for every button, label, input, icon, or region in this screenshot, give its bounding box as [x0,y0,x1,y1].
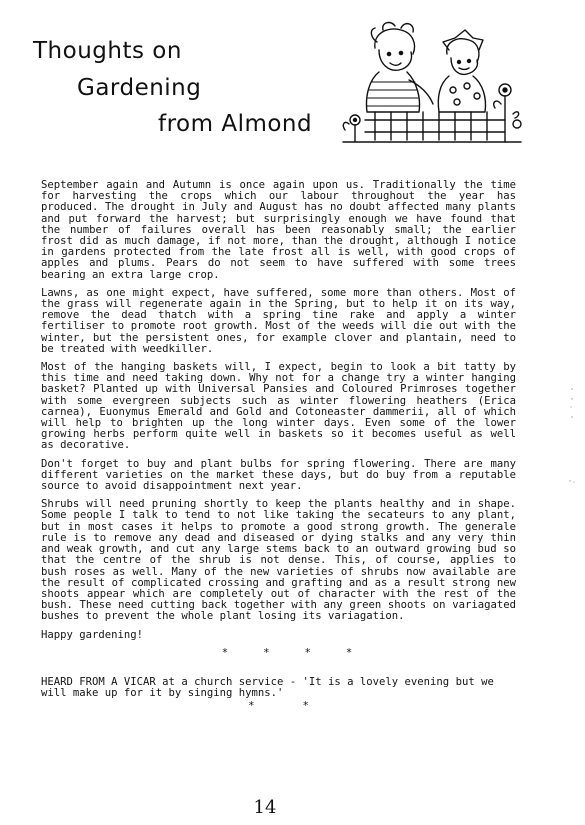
gardeners-illustration [335,20,525,145]
separator-star: * [248,700,255,713]
paragraph-lawns: Lawns, as one might expect, have suffered, some more than others. Most of the grass will regenerate again in the Spring, but to help it on its way, remove the dead thatch with a spring tine rake and apply a winter fertiliser to promote root growth. Most of the weeds will die out with the winter, but the persistent ones, for example clover and plantain, need to be treated with weedkiller. [41,286,516,355]
separator-star: * [221,646,232,659]
separator-star: * [304,646,314,659]
separator-star: * [345,646,356,659]
page-number: 14 [253,797,277,818]
paragraph-shrubs: Shrubs will need pruning shortly to keep the plants healthy and in shape. Some people I talk to tend to not like taking the secateurs to any plant, but in most cases it helps to promote a good strong growth. The generale rule is to remove any dead and diseased or dying stalks and any very thin and weak growth, and cut any large stems back to an outward growing bud so that the centre of the shrub is not dense. This, of course, applies to bush roses as well. Many of the new varieties of shrubs now available are the result of complicated crossing and grafting and as a result strong new shoots appear which are completely out of character with the rest of the bush. These need cutting back together with any green shoots on variagated bushes to prevent the whole plant losing its variagation. [41,498,516,623]
section-separator [41,648,516,659]
title-line-1: Thoughts on [33,38,182,64]
paragraph-bulbs: Don't forget to buy and plant bulbs for spring flowering. There are many different varieties on the market these days, but do buy from a reputable source to avoid disappointment next year. [41,457,516,493]
title-line-2: Gardening [77,75,202,101]
sign-off: Happy gardening! [41,628,144,641]
article-body [41,180,516,713]
scan-specks [560,385,580,485]
paragraph-autumn: September again and Autumn is once again upon us. Traditionally the time for harvesting the crops which our labour throughout the year has produced. The drought in July and August has no doubt affected many plants and put forward the harvest; but surprisingly enough we have found that the number of failures overall has been reasonably small; the earlier frost did as much damage, if not more, than the drought, although I notice in gardens protected from the late frost all is well, with good crops of apples and plums. Pears do not seem to have suffered with some trees bearing an extra large crop. [41,179,516,281]
closing-separator [41,701,516,712]
paragraph-hanging-baskets: Most of the hanging baskets will, I expect, begin to look a bit tatty by this time and need taking down. Why not for a change try a winter hanging basket? Planted up with Universal Pansies and Coloured Primroses together with some evergreen subjects such as winter flowering heathers (Erica carnea), Euonymus Emerald and Gold and Cotoneaster dammerii, all of which will help to brighten up the long winter days. Even some of the lower growing herbs perform quite well in baskets so it becomes useful as well as decorative. [41,361,516,452]
title-line-3: from Almond [158,111,313,137]
separator-star: * [302,700,309,713]
separator-star: * [263,646,273,659]
vicar-anecdote: HEARD FROM A VICAR at a church service - 'It is a lovely evening but we will make up for it by singing hymns.' [41,675,494,700]
